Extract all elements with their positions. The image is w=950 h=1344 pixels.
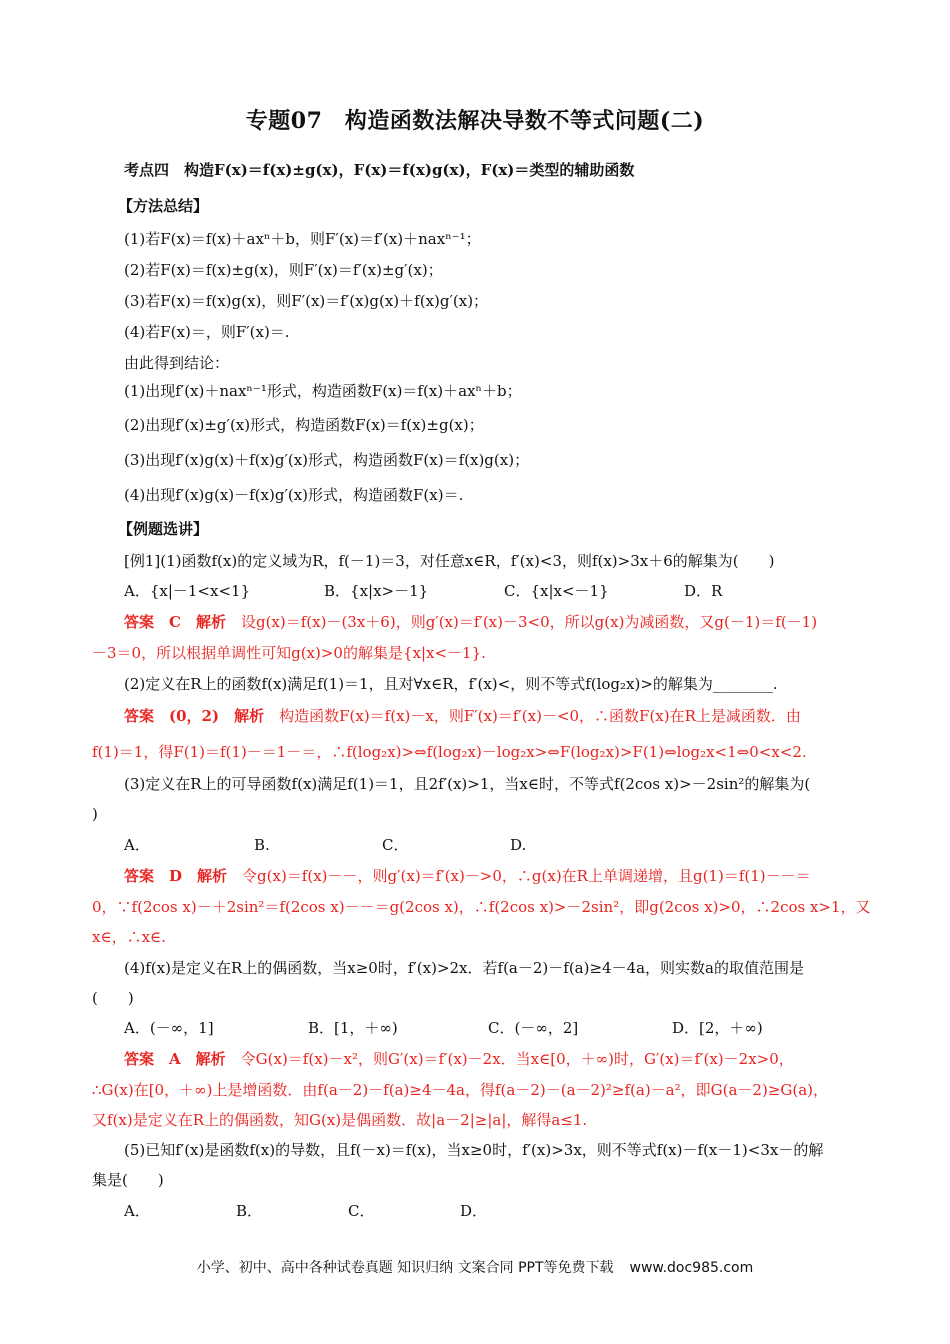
question-4: (4)f(x)是定义在R上的偶函数，当x≥0时，f′(x)>2x．若f(a－2)－f(a)≥4－4a，则实数a的取值范围是 — [124, 959, 805, 977]
method-header: 【方法总结】 — [118, 197, 209, 215]
answer-3 — [124, 865, 872, 887]
option-b: B. — [254, 836, 270, 854]
question-3: (3)定义在R上的可导函数f(x)满足f(1)＝1，且2f′(x)>1，当x∈时，不等式f(2cos x)>－2sin²的解集为( — [124, 775, 811, 793]
conclusion-item-2: (2)出现f′(x)±g′(x)形式，构造函数F(x)＝f(x)±g(x)； — [124, 416, 484, 434]
option-a: A．(－∞，1] — [124, 1019, 214, 1037]
answer-3-cont2: x∈，∴x∈. — [92, 928, 166, 946]
conclusion-intro: 由此得到结论： — [124, 354, 230, 372]
footer-text: 小学、初中、高中各种试卷真题 知识归纳 文案合同 PPT等免费下载 — [196, 1260, 614, 1276]
answer-1-cont: －3＝0，所以根据单调性可知g(x)>0的解集是{x|x<－1}. — [92, 644, 486, 662]
method-item-4: (4)若F(x)＝，则F′(x)＝. — [124, 323, 290, 341]
option-a: A．{x|－1<x<1} — [124, 582, 251, 600]
method-item-1: (1)若F(x)＝f(x)＋axⁿ＋b，则F′(x)＝f′(x)＋naxⁿ⁻¹； — [124, 230, 481, 248]
method-item-2: (2)若F(x)＝f(x)±g(x)，则F′(x)＝f′(x)±g′(x)； — [124, 261, 443, 279]
question-1-options — [124, 580, 872, 602]
conclusion-item-1: (1)出现f′(x)＋naxⁿ⁻¹形式，构造函数F(x)＝f(x)＋axⁿ＋b； — [124, 382, 522, 400]
option-c: C．{x|x<－1} — [504, 582, 609, 600]
question-5: (5)已知f′(x)是函数f(x)的导数，且f(－x)＝f(x)，当x≥0时，f′(x)>3x，则不等式f(x)－f(x－1)<3x－的解 — [124, 1141, 824, 1159]
answer-3-text: 令g(x)＝f(x)－－，则g′(x)＝f′(x)－>0，∴g(x)在R上单调递增，且g(1)＝f(1)－－＝ — [242, 867, 811, 885]
question-5-cont: 集是( ) — [92, 1171, 164, 1189]
examples-header: 【例题选讲】 — [118, 520, 209, 538]
answer-2 — [124, 705, 872, 727]
option-a: A． — [124, 1202, 150, 1220]
footer-url[interactable]: www.doc985.com — [629, 1260, 754, 1276]
answer-2-label: 答案 (0，2) 解析 — [124, 707, 265, 725]
option-d: D．[2，＋∞) — [672, 1019, 763, 1037]
question-2: (2)定义在R上的函数f(x)满足f(1)＝1，且对∀x∈R，f′(x)<，则不等式f(log₂x)>的解集为________. — [124, 675, 778, 693]
answer-3-cont: 0，∵f(2cos x)－＋2sin²＝f(2cos x)－－＝g(2cos x)，∴f(2cos x)>－2sin²，即g(2cos x)>0，∴2cos x>1，又 — [92, 898, 871, 916]
question-4-cont: ( ) — [92, 989, 134, 1007]
option-a: A． — [124, 836, 150, 854]
option-b: B．[1，＋∞) — [308, 1019, 398, 1037]
option-d: D． — [460, 1202, 488, 1220]
question-1: [例1](1)函数f(x)的定义域为R，f(－1)＝3，对任意x∈R，f′(x)<3，则f(x)>3x＋6的解集为( ) — [124, 552, 775, 570]
page-footer — [0, 1257, 950, 1277]
option-c: C． — [348, 1202, 375, 1220]
answer-4-text: 令G(x)＝f(x)－x²，则G′(x)＝f′(x)－2x．当x∈[0，＋∞)时，G′(x)＝f′(x)－2x>0， — [240, 1050, 794, 1068]
answer-4 — [124, 1048, 872, 1070]
question-3-options — [124, 834, 872, 856]
answer-3-label: 答案 D 解析 — [124, 867, 228, 885]
question-5-options — [124, 1200, 872, 1222]
page-title: 专题07 构造函数法解决导数不等式问题(二) — [245, 108, 705, 134]
option-c: C． — [382, 836, 409, 854]
answer-4-label: 答案 A 解析 — [124, 1050, 226, 1068]
conclusion-item-3: (3)出现f′(x)g(x)＋f(x)g′(x)形式，构造函数F(x)＝f(x)g(x)； — [124, 451, 530, 469]
option-d: D. — [510, 836, 527, 854]
method-item-3: (3)若F(x)＝f(x)g(x)，则F′(x)＝f′(x)g(x)＋f(x)g′(x)； — [124, 292, 489, 310]
answer-1-text: 设g(x)＝f(x)－(3x＋6)，则g′(x)＝f′(x)－3<0，所以g(x)为减函数，又g(－1)＝f(－1) — [240, 613, 818, 631]
answer-4-cont2: 又f(x)是定义在R上的偶函数，知G(x)是偶函数．故|a－2|≥|a|，解得a≤1. — [92, 1111, 588, 1129]
kaodian-heading: 考点四 构造F(x)＝f(x)±g(x)，F(x)＝f(x)g(x)，F(x)＝类型的辅助函数 — [124, 161, 635, 179]
answer-1-label: 答案 C 解析 — [124, 613, 226, 631]
option-c: C．(－∞，2] — [488, 1019, 579, 1037]
option-b: B．{x|x>－1} — [324, 582, 429, 600]
answer-1 — [124, 611, 872, 633]
question-3-cont: ) — [92, 805, 98, 823]
answer-4-cont: ∴G(x)在[0，＋∞)上是增函数．由f(a－2)－f(a)≥4－4a，得f(a－2)－(a－2)²≥f(a)－a²，即G(a－2)≥G(a)， — [92, 1081, 829, 1099]
answer-2-cont: f(1)＝1，得F(1)＝f(1)－＝1－＝，∴f(log₂x)>⇔f(log₂x)－log₂x>⇔F(log₂x)>F(1)⇔log₂x<1⇔0<x<2. — [92, 743, 807, 761]
question-4-options — [124, 1017, 872, 1039]
option-b: B． — [236, 1202, 263, 1220]
conclusion-item-4: (4)出现f′(x)g(x)－f(x)g′(x)形式，构造函数F(x)＝. — [124, 486, 464, 504]
option-d: D．R — [684, 582, 723, 600]
answer-2-text: 构造函数F(x)＝f(x)－x，则F′(x)＝f′(x)－<0，∴函数F(x)在R上是减函数．由 — [279, 707, 801, 725]
